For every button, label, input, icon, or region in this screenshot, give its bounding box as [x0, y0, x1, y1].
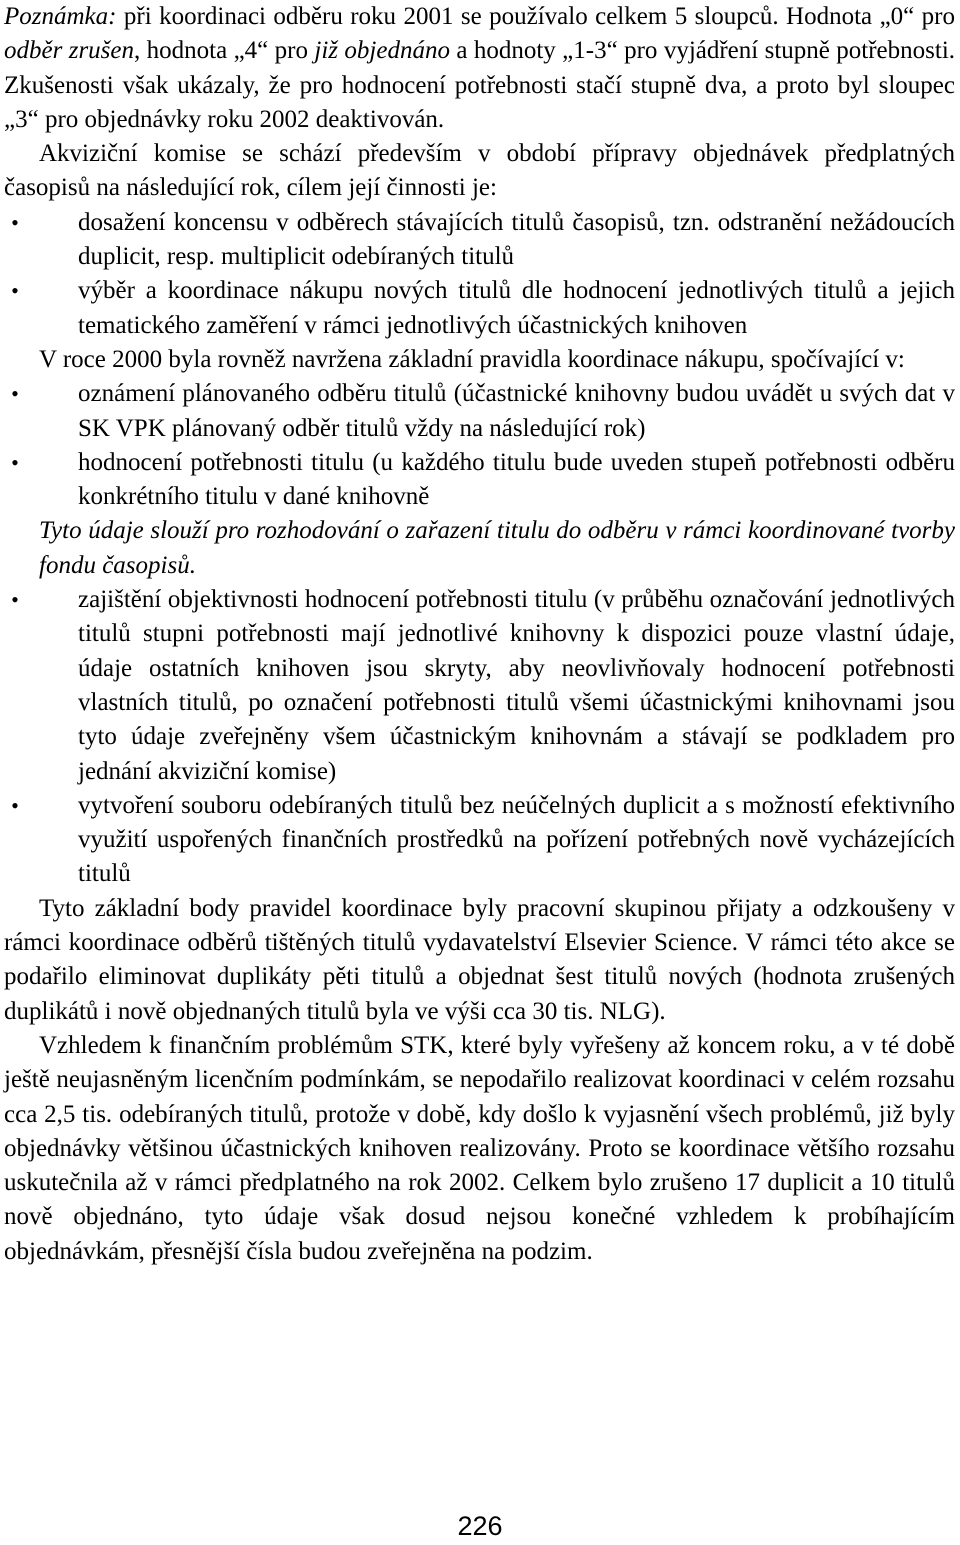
rules-list-continued [4, 583, 955, 892]
stk-paragraph: Vzhledem k finančním problémům STK, které byly vyřešeny až koncem roku, a v té době ještě neujasněným licenčním podmínkám, se nepodařilo realizovat koordinaci v celém rozsahu cca 2,5 tis. odebíraných titulů, protože v době, kdy došlo k vyjasnění všech problémů, již byly objednávky většinou účastnických knihoven realizovány. Proto se koordinace většího rozsahu uskutečnila až v rámci předplatného na rok 2002. Celkem bylo zrušeno 17 duplicit a 10 titulů nově objednáno, tyto údaje však dosud nejsou konečné vzhledem k probíhajícím objednávkám, přesnější čísla budou zveřejněna na podzim. [4, 1031, 955, 1265]
note-text-1: při koordinaci odběru roku 2001 se používalo celkem 5 sloupců. Hodnota „0“ pro [116, 3, 955, 30]
note-italic-ordered: již objednáno [314, 37, 450, 65]
intro-paragraph: Akviziční komise se schází především v období přípravy objednávek předplatných časopisů na následující rok, cílem její činnosti je: [4, 140, 955, 202]
list-item-text: vytvoření souboru odebíraných titulů bez neúčelných duplicit a s možností efektivního využití uspořených finančních prostředků na pořízení potřebných nově vycházejících titulů [78, 791, 955, 888]
list-item-text: zajištění objektivnosti hodnocení potřebnosti titulu (v průběhu označování jednotlivých titulů stupni potřebnosti mají jednotlivé knihovny k dispozici pouze vlastní údaje, údaje ostatních knihoven jsou skryty, aby neovlivňovaly hodnocení potřebnosti vlastních titulů, po označení potřebnosti titulů všemi účastnickými knihovnami jsou tyto údaje zveřejněny všem účastnickým knihovnám a stávají se podkladem pro jednání akviziční komise) [78, 586, 955, 785]
note-text-3: a hodnoty „1-3“ pro vyjádření stupně potřebnosti. Zkušenosti však ukázaly, že pro hodnocení potřebnosti stačí stupně dva, a proto byl sloupec „3“ pro objednávky roku 2002 deaktivován. [4, 37, 956, 133]
elsevier-paragraph: Tyto základní body pravidel koordinace byly pracovní skupinou přijaty a odzkoušeny v rámci koordinace odběrů tištěných titulů vydavatelství Elsevier Science. V rámci této akce se podařilo eliminovat duplikáty pěti titulů a objednat šest titulů nových (hodnota zrušených duplikátů i nově objednaných titulů byla ve výši cca 30 tis. NLG). [4, 894, 955, 1025]
goals-list [4, 206, 955, 343]
note-italic-cancelled: odběr zrušen [4, 37, 135, 65]
page-number: 226 [457, 1511, 503, 1541]
list-item [4, 377, 955, 446]
bullet-icon: • [11, 792, 19, 818]
bullet-icon: • [11, 449, 19, 475]
bullet-icon: • [11, 587, 19, 613]
italic-note-paragraph: Tyto údaje slouží pro rozhodování o zařazení titulu do odběru v rámci koordinované tvorby fondu časopisů. [39, 517, 955, 579]
rules-list [4, 377, 955, 514]
list-item [4, 446, 955, 515]
bullet-icon: • [11, 381, 19, 407]
bullet-icon: • [11, 278, 19, 304]
bullet-icon: • [11, 209, 19, 235]
list-item-text: výběr a koordinace nákupu nových titulů dle hodnocení jednotlivých titulů a jejich tematického zaměření v rámci jednotlivých účastnických knihoven [78, 277, 955, 339]
note-label: Poznámka: [4, 3, 117, 30]
list-item [4, 789, 955, 892]
list-item [4, 274, 955, 343]
list-item-text: oznámení plánovaného odběru titulů (účastnické knihovny budou uvádět u svých dat v SK VPK plánovaný odběr titulů vždy na následující rok) [78, 380, 955, 442]
list-item-text: hodnocení potřebnosti titulu (u každého titulu bude uveden stupeň potřebnosti odběru konkrétního titulu v dané knihovně [78, 448, 955, 511]
note-paragraph [4, 0, 955, 137]
rules-intro-paragraph: V roce 2000 byla rovněž navržena základní pravidla koordinace nákupu, spočívající v: [39, 345, 905, 373]
list-item [4, 206, 955, 275]
list-item-text: dosažení koncensu v odběrech stávajících titulů časopisů, tzn. odstranění nežádoucích duplicit, resp. multiplicit odebíraných titulů [78, 208, 955, 271]
note-text-2: , hodnota „4“ pro [134, 37, 315, 65]
list-item [4, 583, 955, 789]
document-page [4, 0, 955, 1269]
